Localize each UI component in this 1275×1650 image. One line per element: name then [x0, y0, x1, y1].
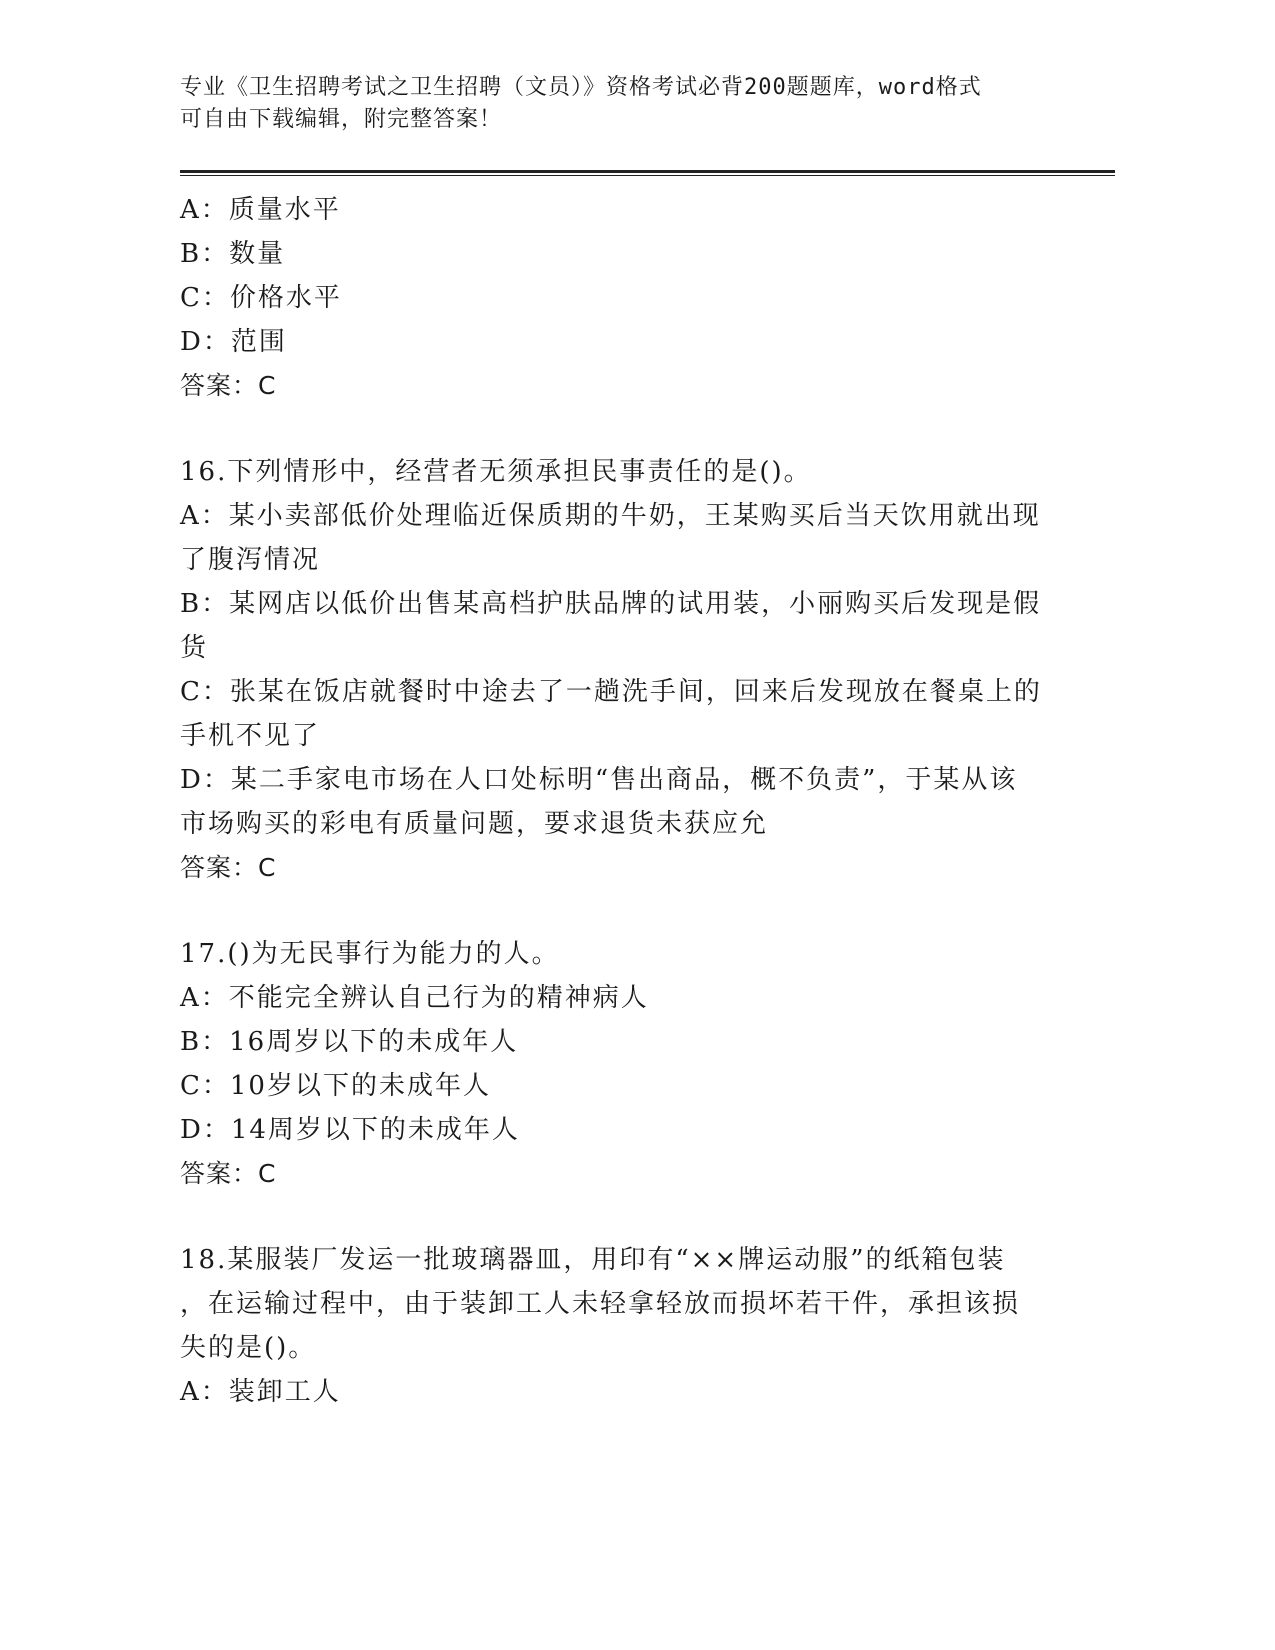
- q16-option-a-line-2: 了腹泻情况: [180, 545, 321, 575]
- q15-option-a: A：质量水平: [180, 195, 341, 225]
- q17-option-b: B：16周岁以下的未成年人: [180, 1027, 519, 1057]
- q15-option-b: B：数量: [180, 239, 286, 269]
- q16-answer: 答案：C: [180, 853, 277, 882]
- header-divider: [180, 170, 1115, 176]
- q17-option-d: D：14周岁以下的未成年人: [180, 1115, 520, 1145]
- q15-option-c: C：价格水平: [180, 283, 342, 313]
- q16-option-c-line-2: 手机不见了: [180, 721, 321, 751]
- q15-answer: 答案：C: [180, 371, 277, 400]
- q18-stem-line-2: ，在运输过程中，由于装卸工人未轻拿轻放而损坏若干件，承担该损: [180, 1289, 1021, 1319]
- question-15: [180, 188, 1040, 408]
- header-line-2: 可自由下载编辑，附完整答案！: [180, 107, 503, 132]
- spacer: [180, 408, 1040, 450]
- page-header: [180, 72, 1030, 136]
- q16-option-a-line-1: A：某小卖部低价处理临近保质期的牛奶，王某购买后当天饮用就出现: [180, 501, 1041, 531]
- q16-option-b-line-1: B：某网店以低价出售某高档护肤品牌的试用装，小丽购买后发现是假: [180, 589, 1042, 619]
- q17-option-c: C：10岁以下的未成年人: [180, 1071, 491, 1101]
- q18-stem-line-1: 18.某服装厂发运一批玻璃器皿，用印有“××牌运动服”的纸箱包装: [180, 1245, 1006, 1275]
- spacer: [180, 1196, 1040, 1238]
- q18-stem-line-3: 失的是()。: [180, 1333, 317, 1363]
- q16-option-d-line-2: 市场购买的彩电有质量问题，要求退货未获应允: [180, 809, 769, 839]
- q16-option-d-line-1: D：某二手家电市场在人口处标明“售出商品，概不负责”，于某从该: [180, 765, 1018, 795]
- question-16: [180, 450, 1040, 890]
- q18-option-a: A：装卸工人: [180, 1377, 341, 1407]
- q16-stem: 16.下列情形中，经营者无须承担民事责任的是()。: [180, 457, 812, 487]
- q16-option-b-line-2: 货: [180, 633, 209, 663]
- question-18: [180, 1238, 1040, 1414]
- question-content: [180, 188, 1040, 1414]
- q17-stem: 17.()为无民事行为能力的人。: [180, 939, 560, 969]
- q15-option-d: D：范围: [180, 327, 287, 357]
- q17-option-a: A：不能完全辨认自己行为的精神病人: [180, 983, 649, 1013]
- question-17: [180, 932, 1040, 1196]
- spacer: [180, 890, 1040, 932]
- q17-answer: 答案：C: [180, 1159, 277, 1188]
- q16-option-c-line-1: C：张某在饭店就餐时中途去了一趟洗手间，回来后发现放在餐桌上的: [180, 677, 1042, 707]
- header-line-1: 专业《卫生招聘考试之卫生招聘（文员）》资格考试必背200题题库，word格式: [180, 75, 982, 100]
